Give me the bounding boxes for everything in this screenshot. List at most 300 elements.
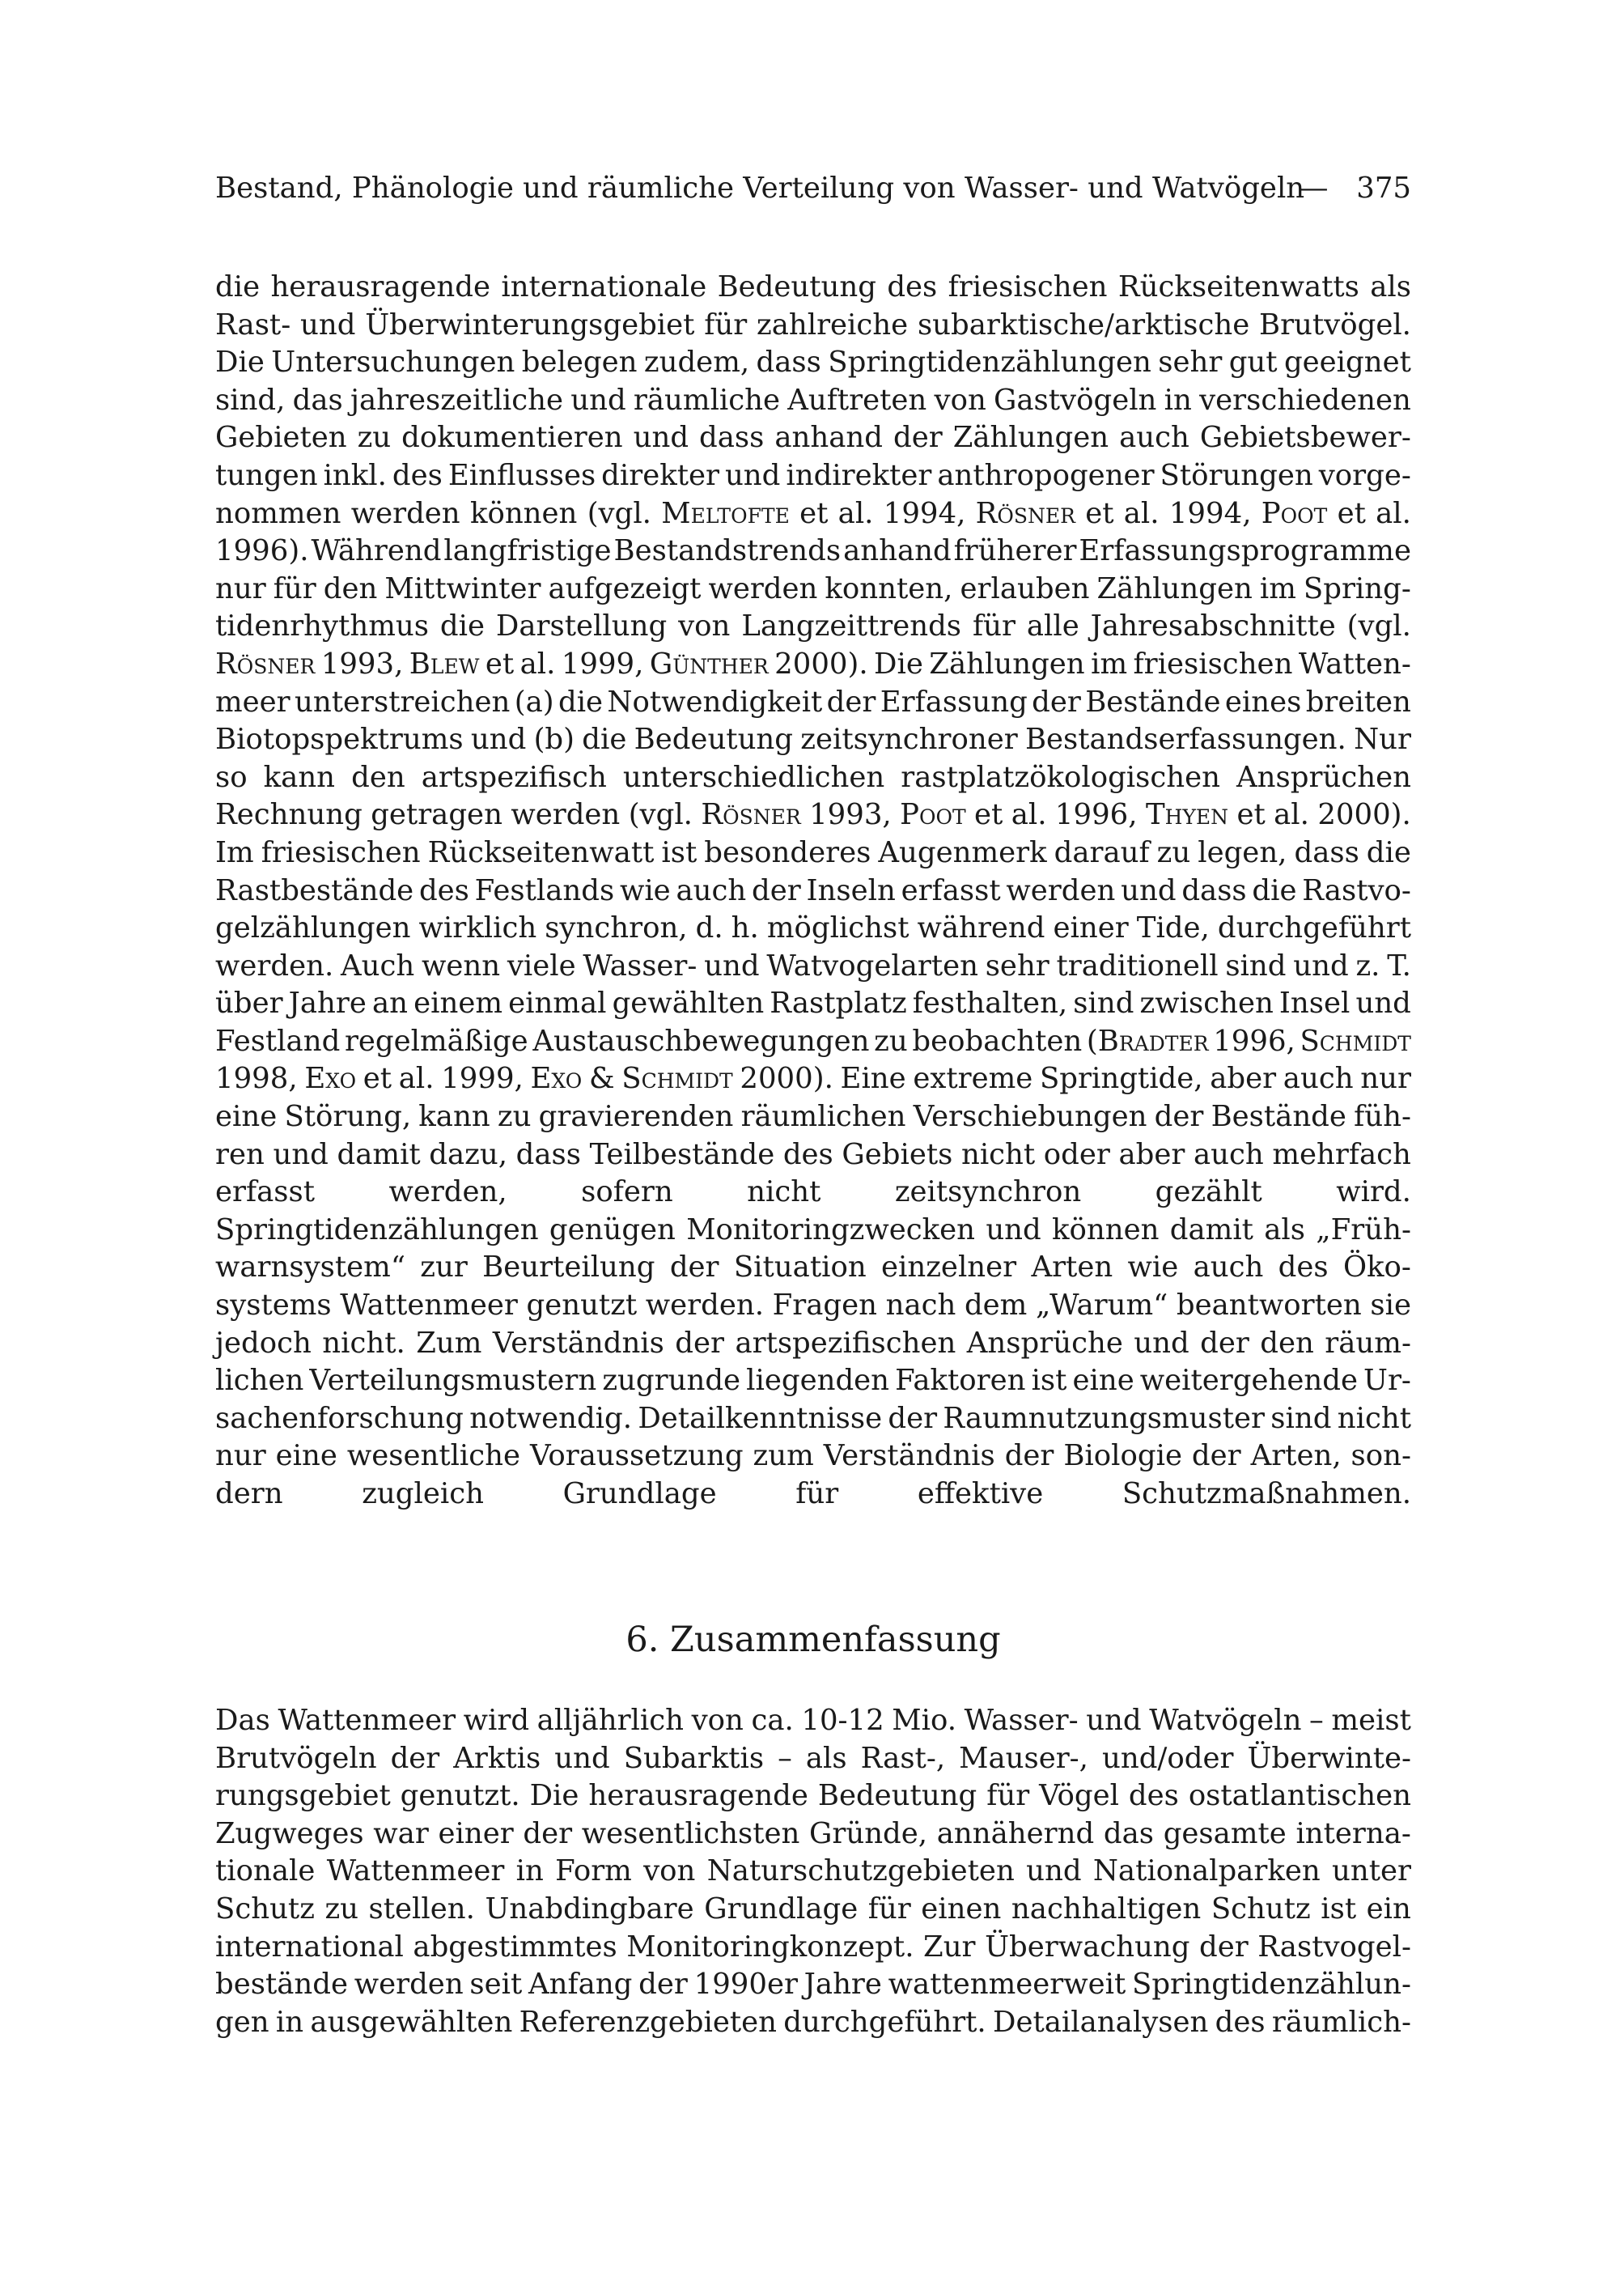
word: al. <box>398 1062 435 1096</box>
word: auch <box>1193 1251 1264 1285</box>
word: 2000). <box>1317 798 1411 832</box>
word: wesentlichsten <box>581 1816 800 1850</box>
word: al. <box>1123 496 1160 530</box>
word: Die <box>874 647 923 681</box>
word: Arten <box>1031 1251 1113 1285</box>
word: Wasser- <box>583 949 698 983</box>
word: darauf <box>1054 835 1150 869</box>
word: der <box>675 1326 725 1360</box>
text-line <box>215 1060 1411 1098</box>
word: Störung, <box>284 1100 412 1134</box>
word: Überwinte- <box>1247 1741 1411 1775</box>
word: regelmäßige <box>344 1024 528 1058</box>
word: von <box>691 1704 744 1737</box>
word: rastplatzökologischen <box>901 760 1220 794</box>
word: gravierenden <box>538 1100 734 1134</box>
word: und <box>1293 949 1349 983</box>
word: der <box>1032 685 1081 719</box>
word: kann <box>263 760 336 794</box>
word: ist <box>1031 1364 1067 1398</box>
word: Meltofte <box>661 496 790 530</box>
word: nachhaltigen <box>1011 1892 1202 1926</box>
word: als <box>1264 1212 1305 1246</box>
word: beantworten <box>1176 1289 1362 1323</box>
word: und <box>986 1212 1041 1246</box>
word: artspezifisch <box>421 760 607 794</box>
word: Bestandserfassungen. <box>1024 723 1346 757</box>
word: Watvogelarten <box>766 949 978 983</box>
word: systems <box>215 1289 332 1323</box>
word: subarktische/arktische <box>917 308 1250 342</box>
word: die <box>1366 835 1411 869</box>
word: wie <box>619 873 671 907</box>
word: Festlands <box>474 873 615 907</box>
word: und <box>273 1137 329 1171</box>
word: zu <box>874 1024 908 1058</box>
word: Watvögeln <box>1149 1704 1302 1737</box>
page-number: 375 <box>1356 172 1411 205</box>
word: vorge- <box>1318 458 1411 492</box>
word: sind, <box>215 383 286 417</box>
word: auch <box>676 873 747 907</box>
word: der <box>826 685 876 719</box>
word: meer <box>215 685 290 719</box>
word: für <box>972 609 1016 643</box>
word: Rastplatz <box>770 987 907 1021</box>
word: damit <box>1169 1212 1253 1246</box>
word: nicht <box>960 1137 1036 1171</box>
text-line <box>215 608 1411 646</box>
word: son- <box>1351 1439 1411 1473</box>
word: Beurteilung <box>482 1251 655 1285</box>
word: tungen <box>215 458 318 492</box>
word: wird. <box>1336 1175 1411 1209</box>
word: der <box>669 1251 719 1285</box>
word: einen <box>921 1892 1002 1926</box>
word: Mauser-, <box>959 1741 1088 1775</box>
word: der <box>1004 1439 1054 1473</box>
word: Gründe, <box>809 1816 928 1850</box>
word: Rechnung <box>215 798 363 832</box>
word: al. <box>519 647 556 681</box>
word: Ur- <box>1363 1364 1411 1398</box>
word: räumlichen <box>740 1100 906 1134</box>
word: auch <box>1193 1137 1264 1171</box>
word: Form <box>555 1854 632 1888</box>
word: im <box>1091 647 1128 681</box>
text-line <box>215 1098 1411 1136</box>
word: (b) <box>533 723 575 757</box>
word: belegen <box>521 346 638 380</box>
word: die <box>1252 873 1297 907</box>
word: wird <box>463 1704 530 1737</box>
word: gelzählungen <box>215 911 411 945</box>
word: Einflusses <box>447 458 596 492</box>
word: Gastvögeln <box>994 383 1157 417</box>
word: Eine <box>840 1062 906 1096</box>
word: während <box>917 911 1045 945</box>
word: der <box>893 421 943 455</box>
word: Günther <box>649 647 769 681</box>
word: alle <box>1026 609 1079 643</box>
word: gezählt <box>1155 1175 1262 1209</box>
word: Bedeutung <box>634 723 794 757</box>
word: Erfassung <box>880 685 1028 719</box>
word: aber <box>1118 1137 1185 1171</box>
word: eines <box>1224 685 1302 719</box>
word: Raumnutzungsmuster <box>943 1401 1265 1435</box>
word: dass <box>515 1137 581 1171</box>
word: die <box>439 609 485 643</box>
word: nur <box>1360 1062 1411 1096</box>
word: und <box>1026 1854 1082 1888</box>
word: annähernd <box>936 1816 1095 1850</box>
word: Schutz <box>1211 1892 1311 1926</box>
word: über <box>215 987 283 1021</box>
word: Zählungen <box>929 647 1085 681</box>
word: Störungen <box>1160 458 1313 492</box>
word: in <box>1164 383 1192 417</box>
word: Rückseitenwatts <box>1117 270 1359 304</box>
word: an <box>371 987 409 1021</box>
word: der <box>888 1401 938 1435</box>
word: Auch <box>341 949 415 983</box>
word: verschiedenen <box>1199 383 1411 417</box>
word: sind <box>1270 1401 1332 1435</box>
word: Rückseitenwatt <box>427 835 655 869</box>
word: bestände <box>215 1968 348 2002</box>
word: und <box>1134 1326 1189 1360</box>
word: zum <box>753 1439 814 1473</box>
word: „Warum“ <box>1035 1289 1168 1323</box>
word: Monitoringkonzept. <box>626 1930 914 1964</box>
word: 1993, <box>320 647 404 681</box>
word: herausragende <box>588 1779 808 1813</box>
word: Schutz <box>215 1892 315 1926</box>
word: al. <box>1274 798 1309 832</box>
word: d. <box>695 911 723 945</box>
word: und <box>1121 873 1177 907</box>
word: international <box>215 1930 404 1964</box>
word: werden <box>708 571 818 605</box>
word: Springtidenzählun- <box>1132 1968 1411 2002</box>
word: Rast- <box>215 308 291 342</box>
word: mehrfach <box>1272 1137 1411 1171</box>
word: (vgl. <box>1346 609 1411 643</box>
word: 2000). <box>774 647 868 681</box>
word: dazu, <box>429 1137 508 1171</box>
word: 1996, <box>1054 798 1138 832</box>
word: Tide, <box>1136 911 1210 945</box>
word: einer <box>438 1816 514 1850</box>
word: et <box>1085 496 1114 530</box>
text-line <box>215 985 1411 1023</box>
text-line <box>215 382 1411 420</box>
word: Fragen <box>772 1289 877 1323</box>
text-line <box>215 910 1411 948</box>
word: genutzt. <box>400 1779 520 1813</box>
word: des <box>1278 1251 1329 1285</box>
paragraph-block-discussion <box>215 269 1411 1514</box>
word: et <box>1236 798 1266 832</box>
word: Zählungen <box>1096 571 1253 605</box>
text-line <box>215 533 1411 571</box>
word: Watten- <box>1298 647 1411 681</box>
text-line <box>215 1740 1411 1778</box>
word: und <box>724 458 781 492</box>
word: Verschiebungen <box>913 1100 1147 1134</box>
word: und <box>1086 1704 1142 1737</box>
word: Rastvo- <box>1302 873 1411 907</box>
word: Langzeittrends <box>741 609 962 643</box>
running-header-title: Bestand, Phänologie und räumliche Verteilung von Wasser- und Watvögeln <box>215 172 1305 205</box>
word: nicht. <box>322 1326 405 1360</box>
word: wattenmeerweit <box>888 1968 1126 2002</box>
word: Situation <box>733 1251 867 1285</box>
word: den <box>351 760 405 794</box>
word: können <box>469 496 578 530</box>
word: ein <box>1366 1892 1411 1926</box>
word: al. <box>1376 496 1411 530</box>
word: Anfang <box>528 1968 633 2002</box>
word: Grundlage <box>562 1477 717 1510</box>
word: Augenmerk <box>878 835 1047 869</box>
text-line <box>215 344 1411 382</box>
word: zwischen <box>1139 987 1274 1021</box>
word: wie <box>1127 1251 1179 1285</box>
word: damit <box>337 1137 421 1171</box>
word: Bestandstrends <box>613 534 842 568</box>
word: Auftreten <box>787 383 927 417</box>
word: das <box>292 383 343 417</box>
text-line <box>215 307 1411 345</box>
word: des <box>1128 1779 1179 1813</box>
word: al. <box>837 496 874 530</box>
word: von <box>934 383 986 417</box>
word: und <box>554 1741 610 1775</box>
word: Überwachung <box>985 1930 1190 1964</box>
word: im <box>1259 571 1296 605</box>
text-line <box>215 495 1411 533</box>
text-line <box>215 873 1411 911</box>
word: nur <box>215 1439 266 1473</box>
word: meist <box>1331 1704 1411 1737</box>
section-heading: 6. Zusammenfassung <box>625 1620 1001 1660</box>
word: Wattenmeer <box>278 1704 456 1737</box>
word: traditionell <box>1056 949 1219 983</box>
word: Rast-, <box>860 1741 946 1775</box>
word: liegenden <box>746 1364 890 1398</box>
word: den <box>323 571 378 605</box>
word: und <box>299 308 356 342</box>
word: effektive <box>917 1477 1044 1510</box>
word: für <box>704 308 748 342</box>
text-line <box>215 1136 1411 1174</box>
word: für <box>795 1477 839 1510</box>
word: 1999, <box>441 1062 524 1096</box>
word: und <box>570 383 626 417</box>
text-line <box>215 1929 1411 1967</box>
word: geeignet <box>1283 346 1411 380</box>
word: der <box>1191 1439 1241 1473</box>
paragraph-block-summary <box>215 1702 1411 2041</box>
text-line <box>215 1023 1411 1061</box>
word: ist <box>661 835 698 869</box>
word: Spring- <box>1303 571 1411 605</box>
word: sie <box>1370 1289 1411 1323</box>
word: anhand <box>774 421 884 455</box>
word: Zählungen <box>952 421 1109 455</box>
word: wesentliche <box>346 1439 521 1473</box>
word: Inseln <box>806 873 896 907</box>
word: oder <box>1043 1137 1110 1171</box>
word: Rösner <box>975 496 1075 530</box>
word: Faktoren <box>895 1364 1026 1398</box>
word: zudem, <box>643 346 750 380</box>
word: sofern <box>581 1175 673 1209</box>
word: anthropogener <box>937 458 1155 492</box>
word: langfristige <box>443 534 612 568</box>
word: nicht <box>1337 1401 1411 1435</box>
word: werden. <box>215 949 334 983</box>
word: Exo <box>304 1062 357 1096</box>
word: Monitoringzwecken <box>686 1212 976 1246</box>
word: Wattenmeer <box>340 1289 518 1323</box>
word: ren <box>215 1137 265 1171</box>
word: erfasst <box>901 873 1001 907</box>
word: synchron, <box>545 911 688 945</box>
word: Nur <box>1354 723 1411 757</box>
word: durchgeführt <box>1217 911 1411 945</box>
word: Detailanalysen <box>993 2005 1209 2039</box>
word: räum- <box>1325 1326 1411 1360</box>
word: auch <box>1283 1062 1354 1096</box>
word: z. <box>1355 949 1380 983</box>
word: wirklich <box>418 911 537 945</box>
word: Zur <box>923 1930 976 1964</box>
word: Das <box>215 1704 270 1737</box>
word: 2000). <box>740 1062 833 1096</box>
word: al. <box>1011 798 1047 832</box>
word: den <box>1260 1326 1314 1360</box>
word: sehr <box>985 949 1049 983</box>
word: von <box>643 1854 696 1888</box>
word: in <box>515 1854 544 1888</box>
word: für <box>867 1892 911 1926</box>
word: seit <box>469 1968 523 2002</box>
word: war <box>373 1816 429 1850</box>
word: Arktis <box>453 1741 541 1775</box>
word: werden. <box>645 1289 765 1323</box>
word: Brutvögel. <box>1258 308 1411 342</box>
word: und <box>470 723 527 757</box>
word: eine <box>275 1439 337 1473</box>
word: Unabdingbare <box>485 1892 694 1926</box>
word: auch <box>1119 421 1189 455</box>
word: Jahre <box>804 1968 882 2002</box>
word: eine <box>1072 1364 1134 1398</box>
text-line <box>215 684 1411 722</box>
text-line <box>215 1437 1411 1476</box>
word: Biotopspektrums <box>215 723 464 757</box>
word: breiten <box>1305 685 1411 719</box>
text-line <box>215 646 1411 684</box>
word: Im <box>215 835 254 869</box>
word: Springtidenzählungen <box>215 1212 539 1246</box>
text-line <box>215 834 1411 873</box>
word: unterschiedlichen <box>622 760 885 794</box>
word: sind <box>1225 949 1287 983</box>
word: nur <box>215 571 266 605</box>
word: genutzt <box>526 1289 638 1323</box>
word: Schutzmaßnahmen. <box>1122 1477 1412 1510</box>
word: erfasst <box>215 1175 315 1209</box>
word: Schmidt <box>621 1062 733 1096</box>
word: so <box>215 760 248 794</box>
word: als <box>1370 270 1411 304</box>
word: Gebietsbewer- <box>1199 421 1411 455</box>
word: genügen <box>549 1212 676 1246</box>
word: Insel <box>1278 987 1351 1021</box>
word: einer <box>1053 911 1129 945</box>
word: dem <box>964 1289 1028 1323</box>
word: werden <box>354 1968 464 2002</box>
word: 1990er <box>693 1968 798 2002</box>
word: legen, <box>1198 835 1287 869</box>
word: direkter <box>601 458 719 492</box>
word: des <box>392 458 443 492</box>
word: zeitsynchroner <box>800 723 1018 757</box>
word: einem <box>413 987 502 1021</box>
word: Detailkenntnisse <box>638 1401 883 1435</box>
word: ostatlantischen <box>1188 1779 1411 1813</box>
word: werden, <box>388 1175 507 1209</box>
word: et <box>974 798 1003 832</box>
word: warnsystem“ <box>215 1251 405 1285</box>
word: (a) <box>514 685 554 719</box>
word: Gebieten <box>215 421 347 455</box>
word: zur <box>420 1251 468 1285</box>
word: als <box>805 1741 847 1775</box>
word: Springtide, <box>1039 1062 1203 1096</box>
word: dass <box>699 421 765 455</box>
word: Teilbestände <box>589 1137 775 1171</box>
word: tionale <box>215 1854 316 1888</box>
text-line <box>215 1853 1411 1891</box>
word: die <box>558 685 604 719</box>
word: zahlreiche <box>756 308 909 342</box>
word: & <box>588 1062 615 1096</box>
text-line <box>215 1702 1411 1740</box>
word: Notwendigkeit <box>607 685 823 719</box>
word: getragen <box>371 798 502 832</box>
running-header-dash: — <box>1300 172 1329 205</box>
word: werden <box>511 798 621 832</box>
word: Voraussetzung <box>529 1439 744 1473</box>
word: Subarktis <box>623 1741 765 1775</box>
text-line <box>215 2004 1411 2042</box>
word: in <box>275 2005 304 2039</box>
word: können <box>1052 1212 1160 1246</box>
word: dokumentieren <box>401 421 623 455</box>
word: Verständnis <box>823 1439 995 1473</box>
word: Vögel <box>1039 1779 1119 1813</box>
word: Biologie <box>1063 1439 1182 1473</box>
text-line <box>215 948 1411 986</box>
word: Poot <box>900 798 966 832</box>
word: des <box>418 873 469 907</box>
text-line <box>215 1476 1411 1514</box>
